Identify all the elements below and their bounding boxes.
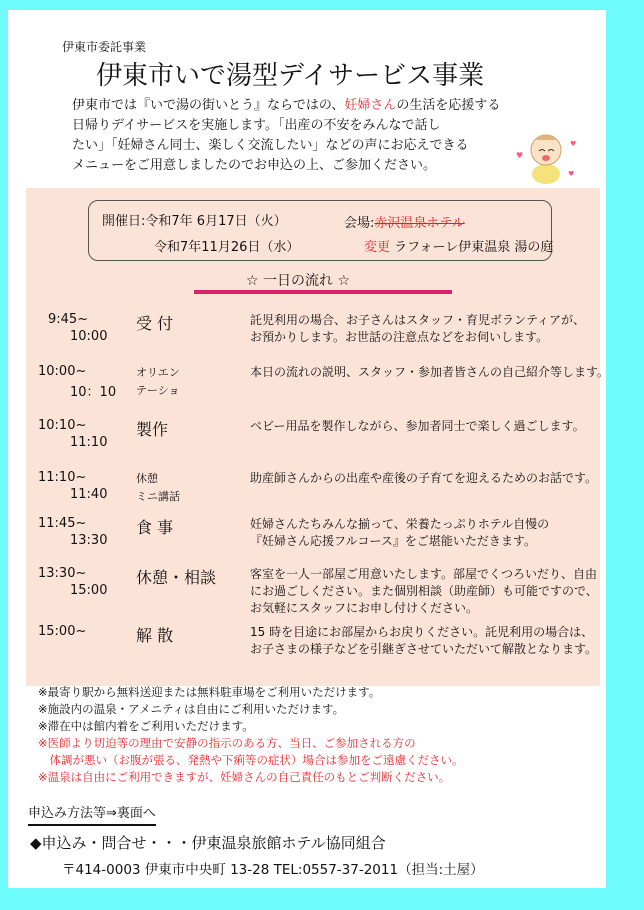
- event-date-1: 開催日:令和7年 6月17日（火）: [102, 214, 287, 229]
- venue-new: 変更 ラフォーレ伊東温泉 湯の庭: [364, 240, 554, 255]
- end-time: 15:00: [70, 583, 108, 598]
- end-time: 10:00: [70, 329, 108, 344]
- start-time: 11:45~: [38, 516, 87, 531]
- start-time: 15:00~: [38, 624, 87, 639]
- activity-description: 託児利用の場合、お子さんはスタッフ・育児ボランティアが、 お預かりします。お世話の注意点などをお伺いします。: [250, 313, 586, 344]
- activity: 解 散: [136, 626, 174, 645]
- activity: 食 事: [136, 518, 174, 537]
- commission-label: 伊東市委託事業: [62, 40, 147, 54]
- end-time: 10：10: [70, 385, 117, 400]
- notes: ※最寄り駅から無料送迎または無料駐車場をご利用いただけます。 ※施設内の温泉・アメニティは自由にご利用いただけます。 ※滞在中は館内着をご利用いただけます。 ※医師より切迫等の理由で安静の指示のある方、当日、ご参加される方の 体調が悪い（お腹が張る、発熱や下痢等の症状）場合は参加をご遠慮ください。 ※温泉は自由にご利用できますが、妊婦さんの自己責任のもとご判断ください。: [38, 685, 464, 784]
- schedule-title: ☆ 一日の流れ ☆: [246, 273, 351, 289]
- activity-description: 本日の流れの説明、スタッフ・参加者皆さんの自己紹介等します。: [250, 365, 610, 379]
- end-time: 11:10: [70, 435, 108, 450]
- svg-text:♥: ♥: [568, 170, 575, 178]
- activity-description: 妊婦さんたちみんな揃って、栄養たっぷりホテル自慢の 『妊婦さん応援フルコース』をご堪能いただきます。: [250, 517, 550, 548]
- page-title: 伊東市いで湯型デイサービス事業: [96, 61, 485, 91]
- start-time: 9:45~: [48, 312, 89, 327]
- end-time: 11:40: [70, 487, 108, 502]
- apply-method-link[interactable]: 申込み方法等⇒裏面へ: [28, 802, 156, 826]
- svg-text:♥: ♥: [570, 140, 577, 148]
- activity: 休憩・相談: [136, 568, 217, 587]
- end-time: 13:30: [70, 533, 108, 548]
- start-time: 10:00~: [38, 364, 87, 379]
- contact-heading: ◆申込み・問合せ・・・伊東温泉旅館ホテル協同組合: [30, 834, 386, 852]
- contact-address: 〒414-0003 伊東市中央町 13-28 TEL:0557-37-2011（担当:土屋）: [62, 862, 484, 878]
- activity: 休憩 ミニ講話: [136, 472, 180, 503]
- activity: オリエン テーショ: [136, 366, 180, 397]
- activity-description: 客室を一人一部屋ご用意いたします。部屋でくつろいだり、自由 にお過ごしください。また個別相談（助産師）も可能ですので、 お気軽にスタッフにお申し付けください。: [250, 567, 598, 615]
- activity-description: 15 時を目途にお部屋からお戻りください。託児利用の場合は、 お子さまの様子などを引継ぎさせていただいて解散となります。: [250, 625, 598, 656]
- start-time: 13:30~: [38, 566, 87, 581]
- start-time: 10:10~: [38, 418, 87, 433]
- activity-description: ベビー用品を製作しながら、参加者同士で楽しく過ごします。: [250, 419, 585, 433]
- title-underline: [194, 290, 452, 294]
- intro-text: 伊東市では『いで湯の街いとう』ならではの、妊婦さんの生活を応援する 日帰りデイサービスを実施します。「出産の不安をみんなで話し たい」「妊婦さん同士、楽しく交流したい」などの声にお応えできる メニューをご用意しましたのでお申込の上、ご参加ください。: [72, 98, 501, 173]
- event-date-2: 令和7年11月26日（水）: [154, 240, 300, 255]
- svg-text:♥: ♥: [516, 151, 524, 160]
- activity: 製作: [136, 420, 169, 439]
- venue-old: 会場:赤沢温泉ホテル: [344, 216, 465, 231]
- start-time: 11:10~: [38, 470, 87, 485]
- activity-description: 助産師さんからの出産や産後の子育てを迎えるためのお話です。: [250, 471, 598, 485]
- activity: 受 付: [136, 314, 174, 333]
- baby-icon: [508, 124, 584, 186]
